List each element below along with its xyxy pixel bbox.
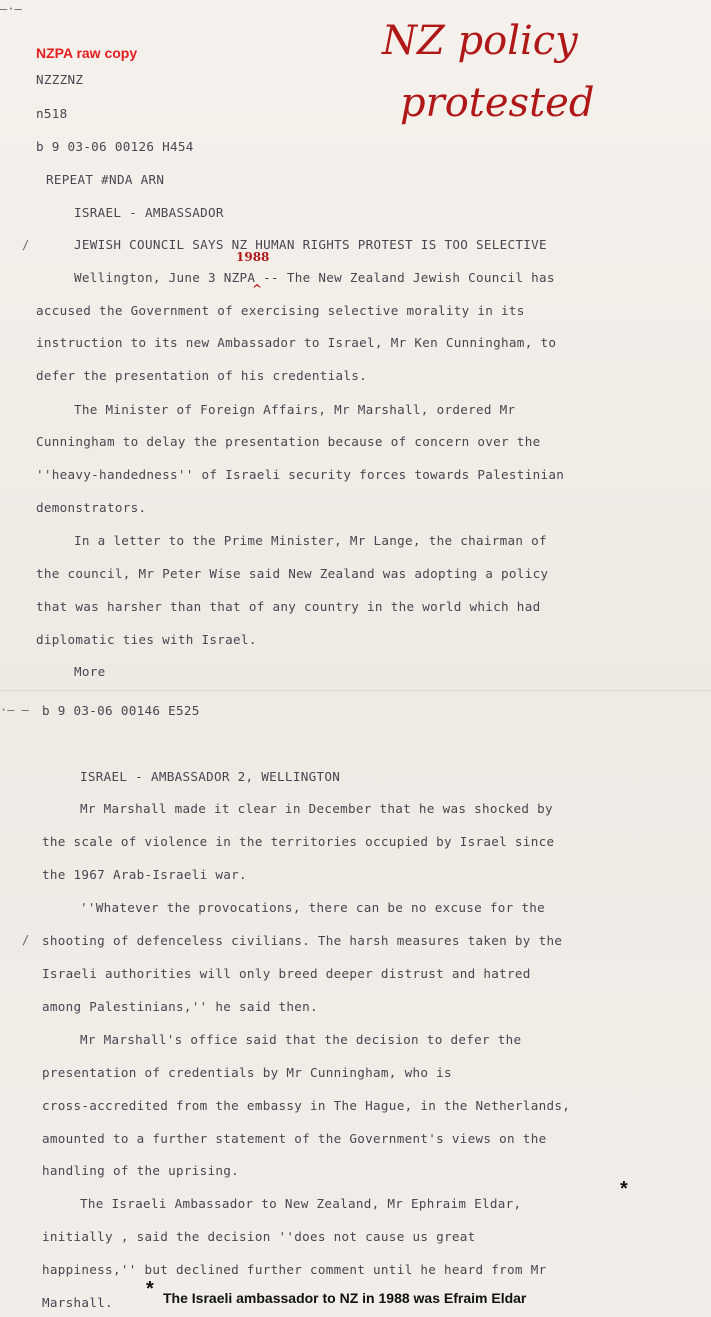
raw-copy-label: NZPA raw copy <box>36 45 138 61</box>
telex-headline: JEWISH COUNCIL SAYS NZ HUMAN RIGHTS PROTEST IS TOO SELECTIVE <box>74 237 547 252</box>
footnote-text: The Israeli ambassador to NZ in 1988 was Efraim Eldar <box>163 1290 527 1306</box>
telex-line: amounted to a further statement of the Government's views on the <box>42 1131 547 1146</box>
telex-line: The Minister of Foreign Affairs, Mr Marshall, ordered Mr <box>74 402 516 417</box>
telex-line: In a letter to the Prime Minister, Mr Lange, the chairman of <box>74 533 547 548</box>
margin-mark: / <box>22 933 30 947</box>
telex-line: presentation of credentials by Mr Cunningham, who is <box>42 1065 452 1080</box>
telex-line: the council, Mr Peter Wise said New Zealand was adopting a policy <box>36 566 549 581</box>
telex-line: NZZZNZ <box>36 72 84 87</box>
telex-line: b 9 03-06 00126 H454 <box>36 139 194 154</box>
telex-line: The Israeli Ambassador to New Zealand, Mr Ephraim Eldar, <box>80 1196 522 1211</box>
telex-line: handling of the uprising. <box>42 1163 240 1178</box>
telex-line: ''heavy-handedness'' of Israeli security forces towards Palestinian <box>36 467 565 482</box>
scan-mark: ·– – <box>0 703 29 717</box>
telex-line: cross-accredited from the embassy in The Hague, in the Netherlands, <box>42 1098 571 1113</box>
telex-line: defer the presentation of his credentials. <box>36 368 368 383</box>
telex-line: accused the Government of exercising selective morality in its <box>36 303 525 318</box>
telex-line: ISRAEL - AMBASSADOR 2, WELLINGTON <box>80 769 341 784</box>
telex-line: Cunningham to delay the presentation because of concern over the <box>36 434 541 449</box>
telex-line: Israeli authorities will only breed deeper distrust and hatred <box>42 966 531 981</box>
margin-mark: / <box>22 238 30 252</box>
telex-more: More <box>74 664 106 679</box>
scan-mark: –·– <box>0 2 22 16</box>
insertion-caret: ^ <box>252 282 263 296</box>
telex-line: Mr Marshall's office said that the decision to defer the <box>80 1032 522 1047</box>
telex-line: Wellington, June 3 NZPA -- The New Zealand Jewish Council has <box>74 270 555 285</box>
telex-line: the scale of violence in the territories occupied by Israel since <box>42 834 555 849</box>
footnote-asterisk: * <box>620 1178 628 1200</box>
telex-line: initially , said the decision ''does not cause us great <box>42 1229 476 1244</box>
telex-line: among Palestinians,'' he said then. <box>42 999 318 1014</box>
telex-line: b 9 03-06 00146 E525 <box>42 703 200 718</box>
telex-line: diplomatic ties with Israel. <box>36 632 257 647</box>
telex-line: the 1967 Arab-Israeli war. <box>42 867 247 882</box>
telex-part-2 <box>0 690 711 1317</box>
handwritten-headline-line2: protested <box>400 80 595 126</box>
telex-line: Marshall. <box>42 1295 113 1310</box>
telex-line: ISRAEL - AMBASSADOR <box>74 205 224 220</box>
handwritten-headline-line1: NZ policy <box>382 18 578 64</box>
telex-line: instruction to its new Ambassador to Israel, Mr Ken Cunningham, to <box>36 335 557 350</box>
telex-line: n518 <box>36 106 68 121</box>
telex-line: REPEAT #NDA ARN <box>46 172 165 187</box>
telex-line: demonstrators. <box>36 500 147 515</box>
telex-line: happiness,'' but declined further comment until he heard from Mr <box>42 1262 547 1277</box>
telex-line: ''Whatever the provocations, there can be no excuse for the <box>80 900 546 915</box>
telex-line: Mr Marshall made it clear in December that he was shocked by <box>80 801 553 816</box>
telex-line: that was harsher than that of any country in the world which had <box>36 599 541 614</box>
footnote-asterisk: * <box>146 1278 154 1300</box>
year-annotation: 1988 <box>236 250 270 264</box>
telex-line: shooting of defenceless civilians. The harsh measures taken by the <box>42 933 563 948</box>
